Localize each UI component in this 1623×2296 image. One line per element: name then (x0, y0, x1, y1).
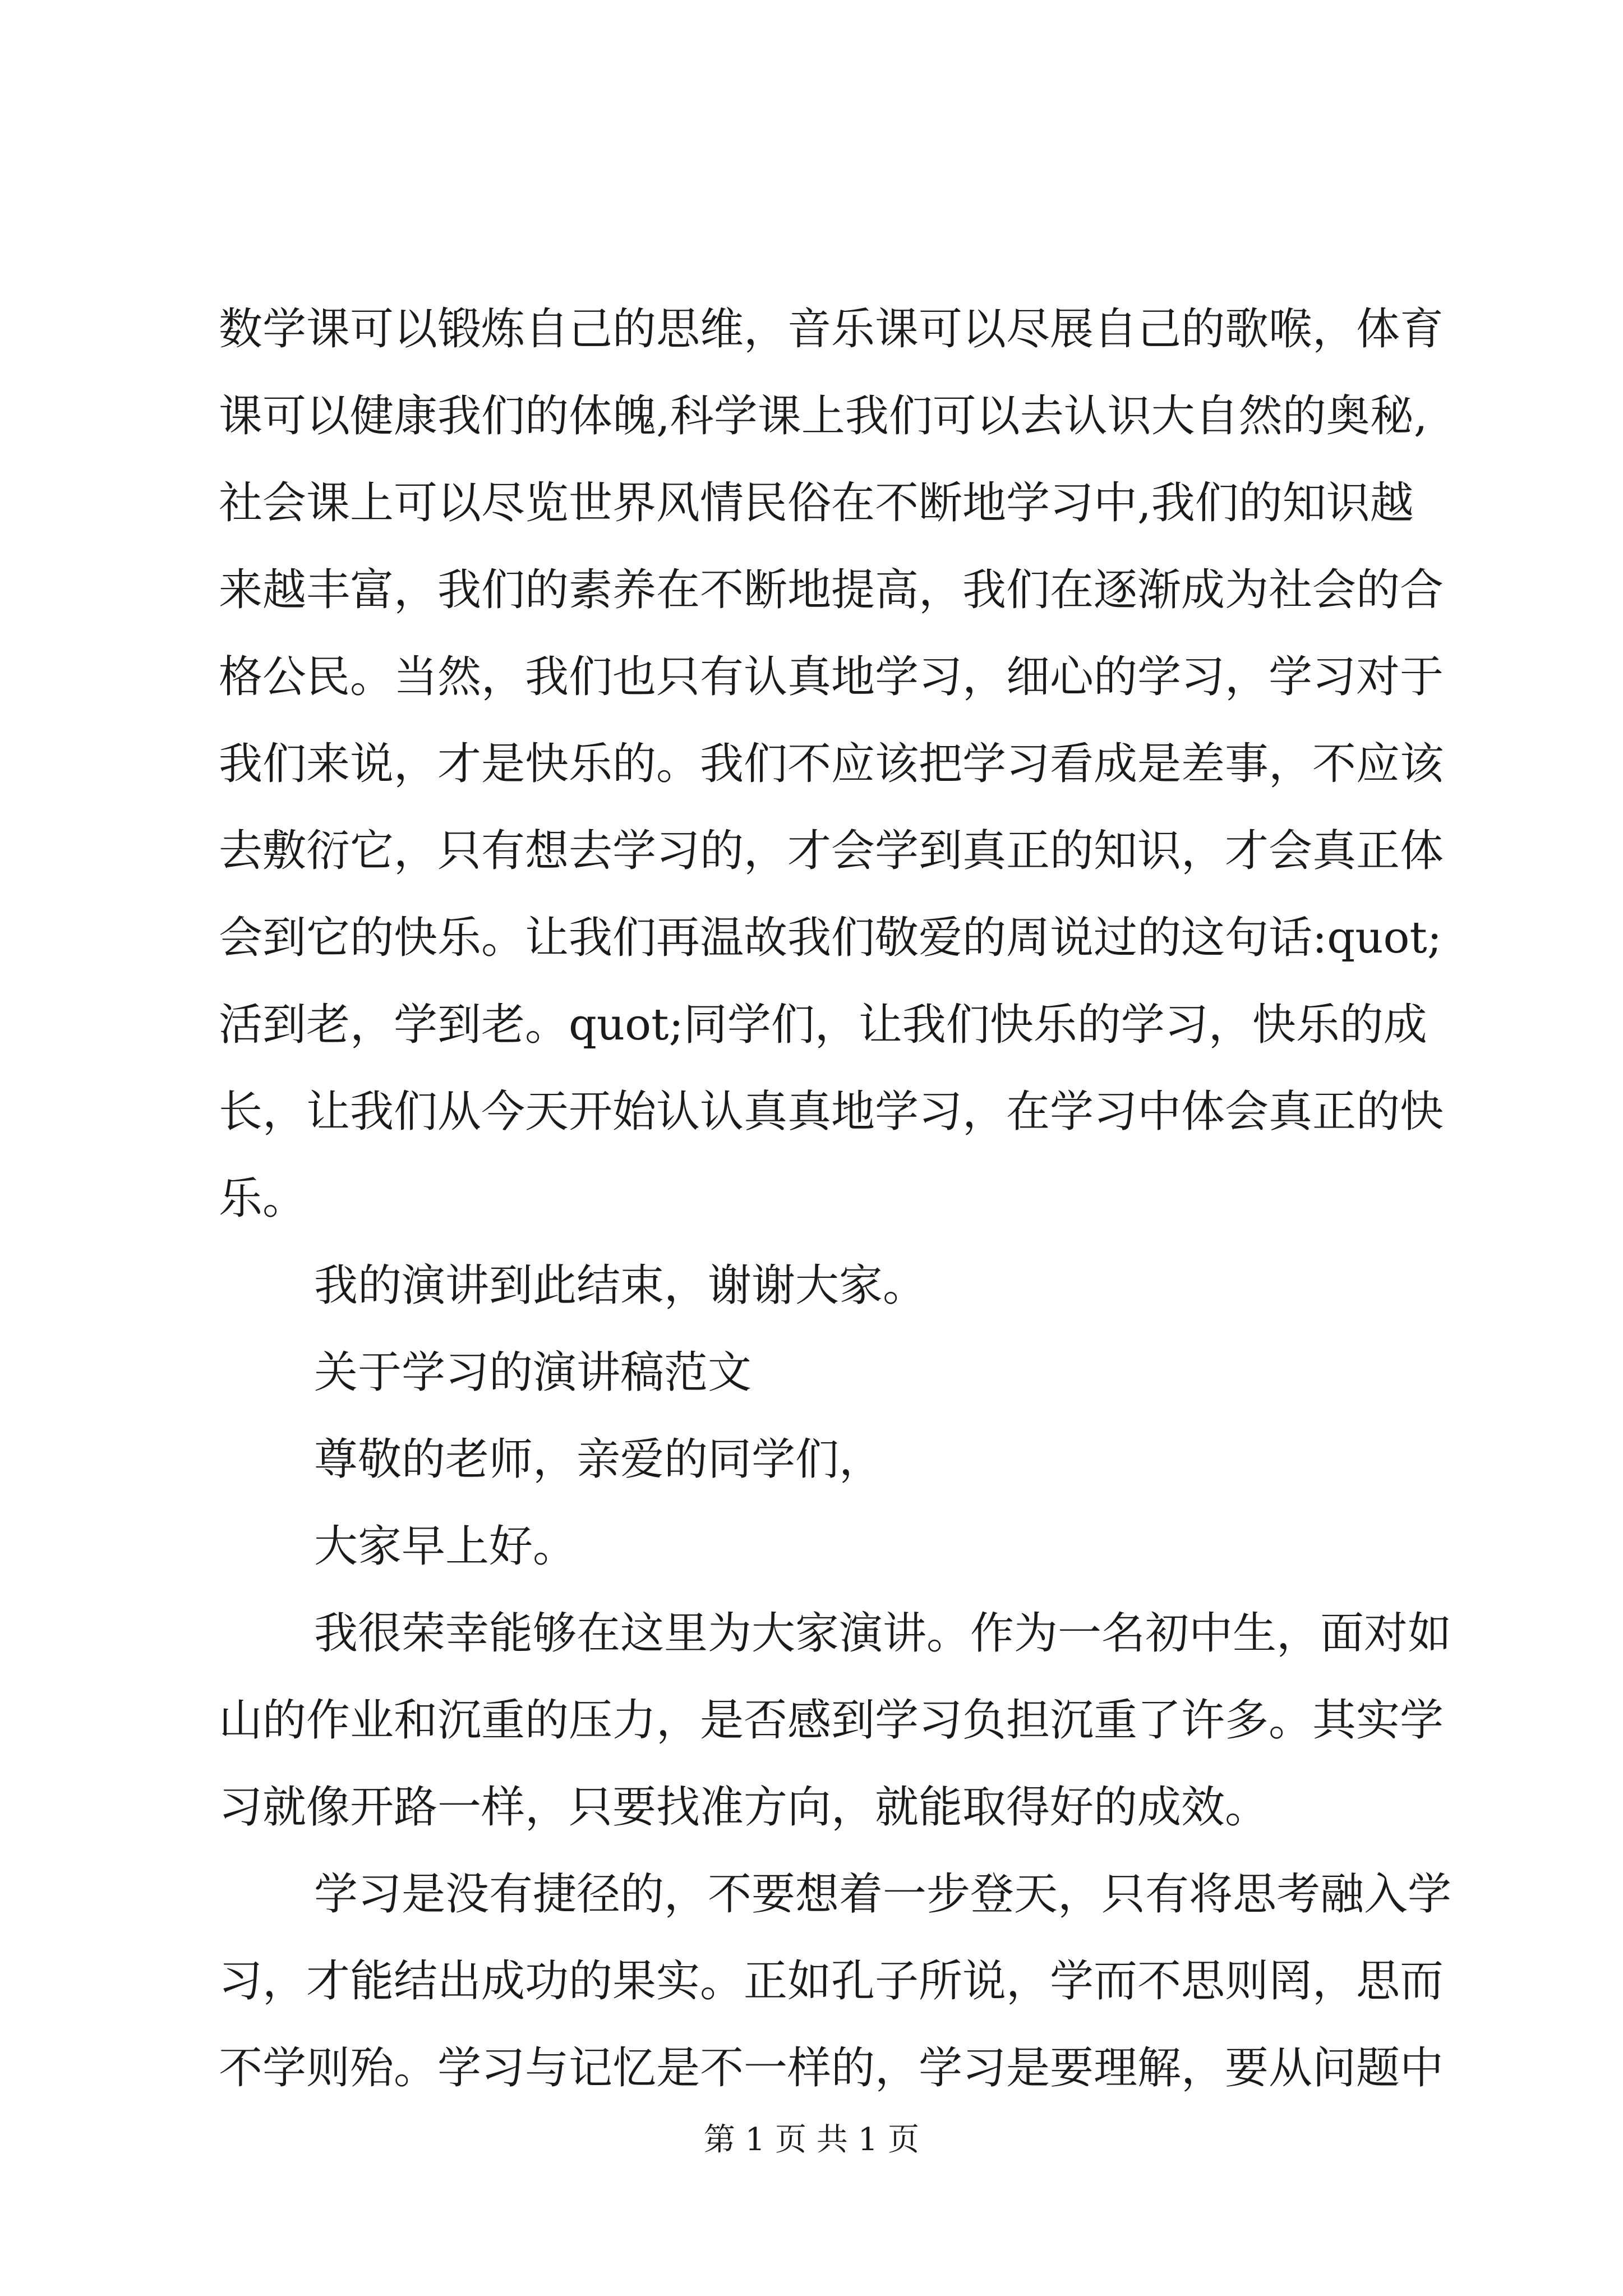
text-line: 格公民。当然，我们也只有认真地学习，细心的学习，学习对于 (219, 652, 1444, 702)
text-line: 大家早上好。 (314, 1521, 577, 1572)
text-line: 学习是没有捷径的，不要想着一步登天，只有将思考融入学 (314, 1869, 1452, 1920)
text-line: 活到老，学到老。quot;同学们，让我们快乐的学习，快乐的成 (219, 1000, 1427, 1050)
body-text (219, 286, 1453, 2112)
text-line: 山的作业和沉重的压力，是否感到学习负担沉重了许多。其实学 (219, 1695, 1444, 1746)
text-line: 来越丰富，我们的素养在不断地提高，我们在逐渐成为社会的合 (219, 565, 1444, 615)
text-line: 不学则殆。学习与记忆是不一样的，学习是要理解，要从问题中 (219, 2043, 1444, 2093)
text-line: 我的演讲到此结束，谢谢大家。 (314, 1260, 927, 1311)
text-line: 去敷衍它，只有想去学习的，才会学到真正的知识，才会真正体 (219, 826, 1444, 876)
text-line: 数学课可以锻炼自己的思维，音乐课可以尽展自己的歌喉，体育 (219, 304, 1444, 355)
text-line: 习就像开路一样，只要找准方向，就能取得好的成效。 (219, 1782, 1269, 1833)
text-line: 尊敬的老师，亲爱的同学们， (314, 1434, 883, 1485)
text-line: 我们来说，才是快乐的。我们不应该把学习看成是差事，不应该 (219, 739, 1444, 789)
text-line: 长，让我们从今天开始认认真真地学习，在学习中体会真正的快 (219, 1087, 1444, 1137)
text-line: 课可以健康我们的体魄,科学课上我们可以去认识大自然的奥秘, (219, 391, 1428, 441)
text-line: 社会课上可以尽览世界风情民俗在不断地学习中,我们的知识越 (219, 478, 1414, 528)
text-line: 习，才能结出成功的果实。正如孔子所说，学而不思则罔，思而 (219, 1956, 1444, 2007)
text-line: 会到它的快乐。让我们再温故我们敬爱的周说过的这句话:quot; (219, 913, 1442, 963)
text-line: 乐。 (219, 1174, 307, 1224)
heading-line: 关于学习的演讲稿范文 (314, 1347, 752, 1398)
page-footer: 第 1 页 共 1 页 (703, 2122, 920, 2158)
text-line: 我很荣幸能够在这里为大家演讲。作为一名初中生，面对如 (314, 1608, 1452, 1659)
